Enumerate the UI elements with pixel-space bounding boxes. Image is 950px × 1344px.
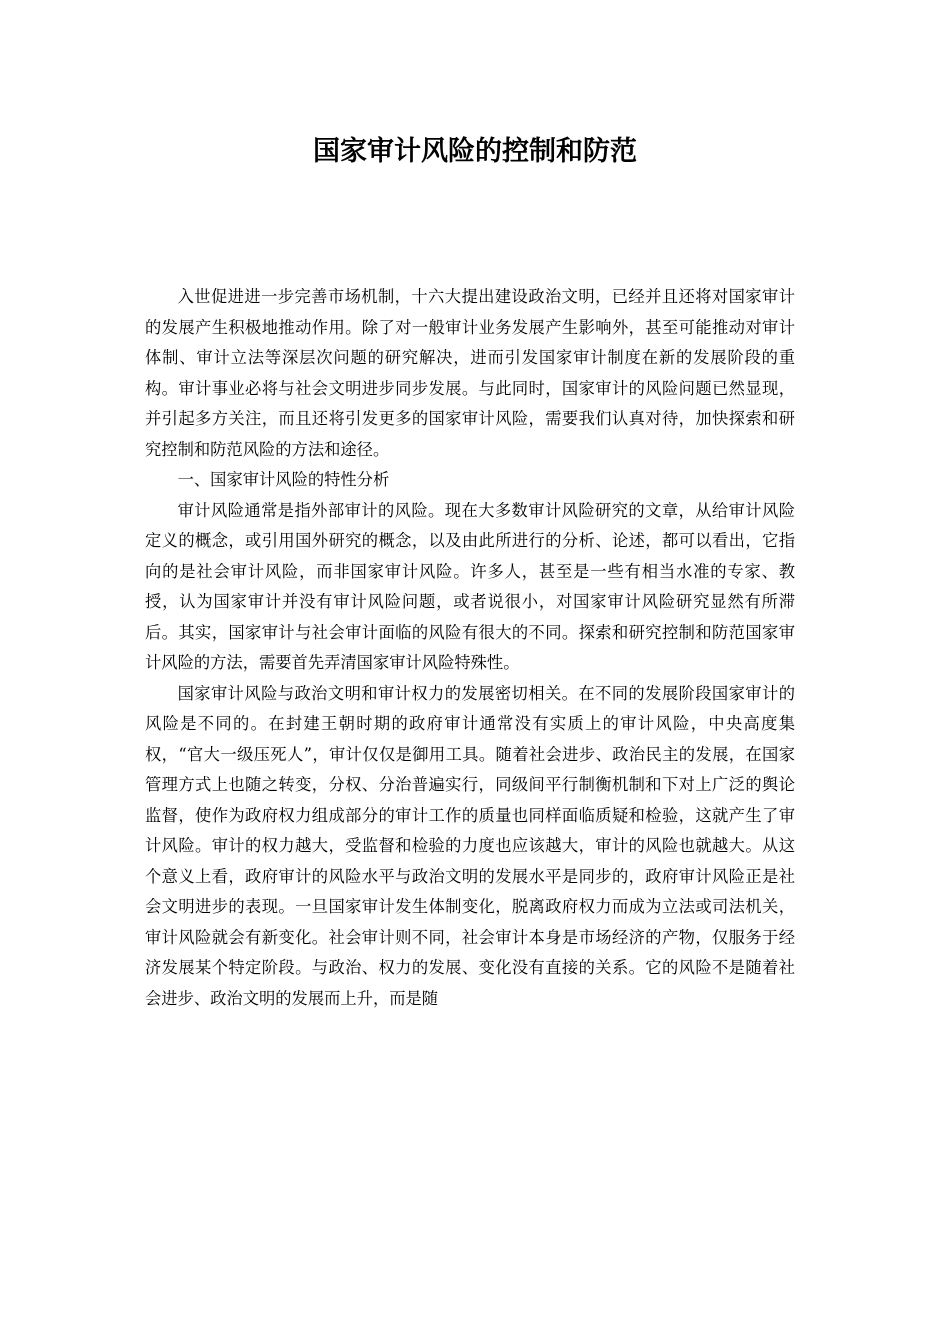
document-body xyxy=(145,282,795,1014)
section-heading-1: 一、国家审计风险的特性分析 xyxy=(177,470,390,489)
paragraph-audit-risk-definition: 审计风险通常是指外部审计的风险。现在大多数审计风险研究的文章，从给审计风险定义的概念，或引用国外研究的概念，以及由此所进行的分析、论述，都可以看出，它指向的是社会审计风险，而非国家审计风险。许多人，甚至是一些有相当水准的专家、教授，认为国家审计并没有审计风险问题，或者说很小，对国家审计风险研究显然有所滞后。其实，国家审计与社会审计面临的风险有很大的不同。探索和研究控制和防范国家审计风险的方法，需要首先弄清国家审计风险特殊性。 xyxy=(145,500,795,672)
paragraph-intro: 入世促进进一步完善市场机制，十六大提出建设政治文明，已经并且还将对国家审计的发展产生积极地推动作用。除了对一般审计业务发展产生影响外，甚至可能推动对审计体制、审计立法等深层次问题的研究解决，进而引发国家审计制度在新的发展阶段的重构。审计事业必将与社会文明进步同步发展。与此同时，国家审计的风险问题已然显现，并引起多方关注，而且还将引发更多的国家审计风险，需要我们认真对待，加快探索和研究控制和防范风险的方法和途径。 xyxy=(145,287,795,459)
document-title: 国家审计风险的控制和防范 xyxy=(313,136,637,167)
paragraph-audit-risk-politics: 国家审计风险与政治文明和审计权力的发展密切相关。在不同的发展阶段国家审计的风险是不同的。在封建王朝时期的政府审计通常没有实质上的审计风险，中央高度集权，“官大一级压死人”，审计仅仅是御用工具。随着社会进步、政治民主的发展，在国家管理方式上也随之转变，分权、分治普遍实行，同级间平行制衡机制和下对上广泛的舆论监督，使作为政府权力组成部分的审计工作的质量也同样面临质疑和检验，这就产生了审计风险。审计的权力越大，受监督和检验的力度也应该越大，审计的风险也就越大。从这个意义上看，政府审计的风险水平与政治文明的发展水平是同步的，政府审计风险正是社会文明进步的表现。一旦国家审计发生体制变化，脱离政府权力而成为立法或司法机关，审计风险就会有新变化。社会审计则不同，社会审计本身是市场经济的产物，仅服务于经济发展某个特定阶段。与政治、权力的发展、变化没有直接的关系。它的风险不是随着社会进步、政治文明的发展而上升，而是随 xyxy=(145,683,795,1008)
